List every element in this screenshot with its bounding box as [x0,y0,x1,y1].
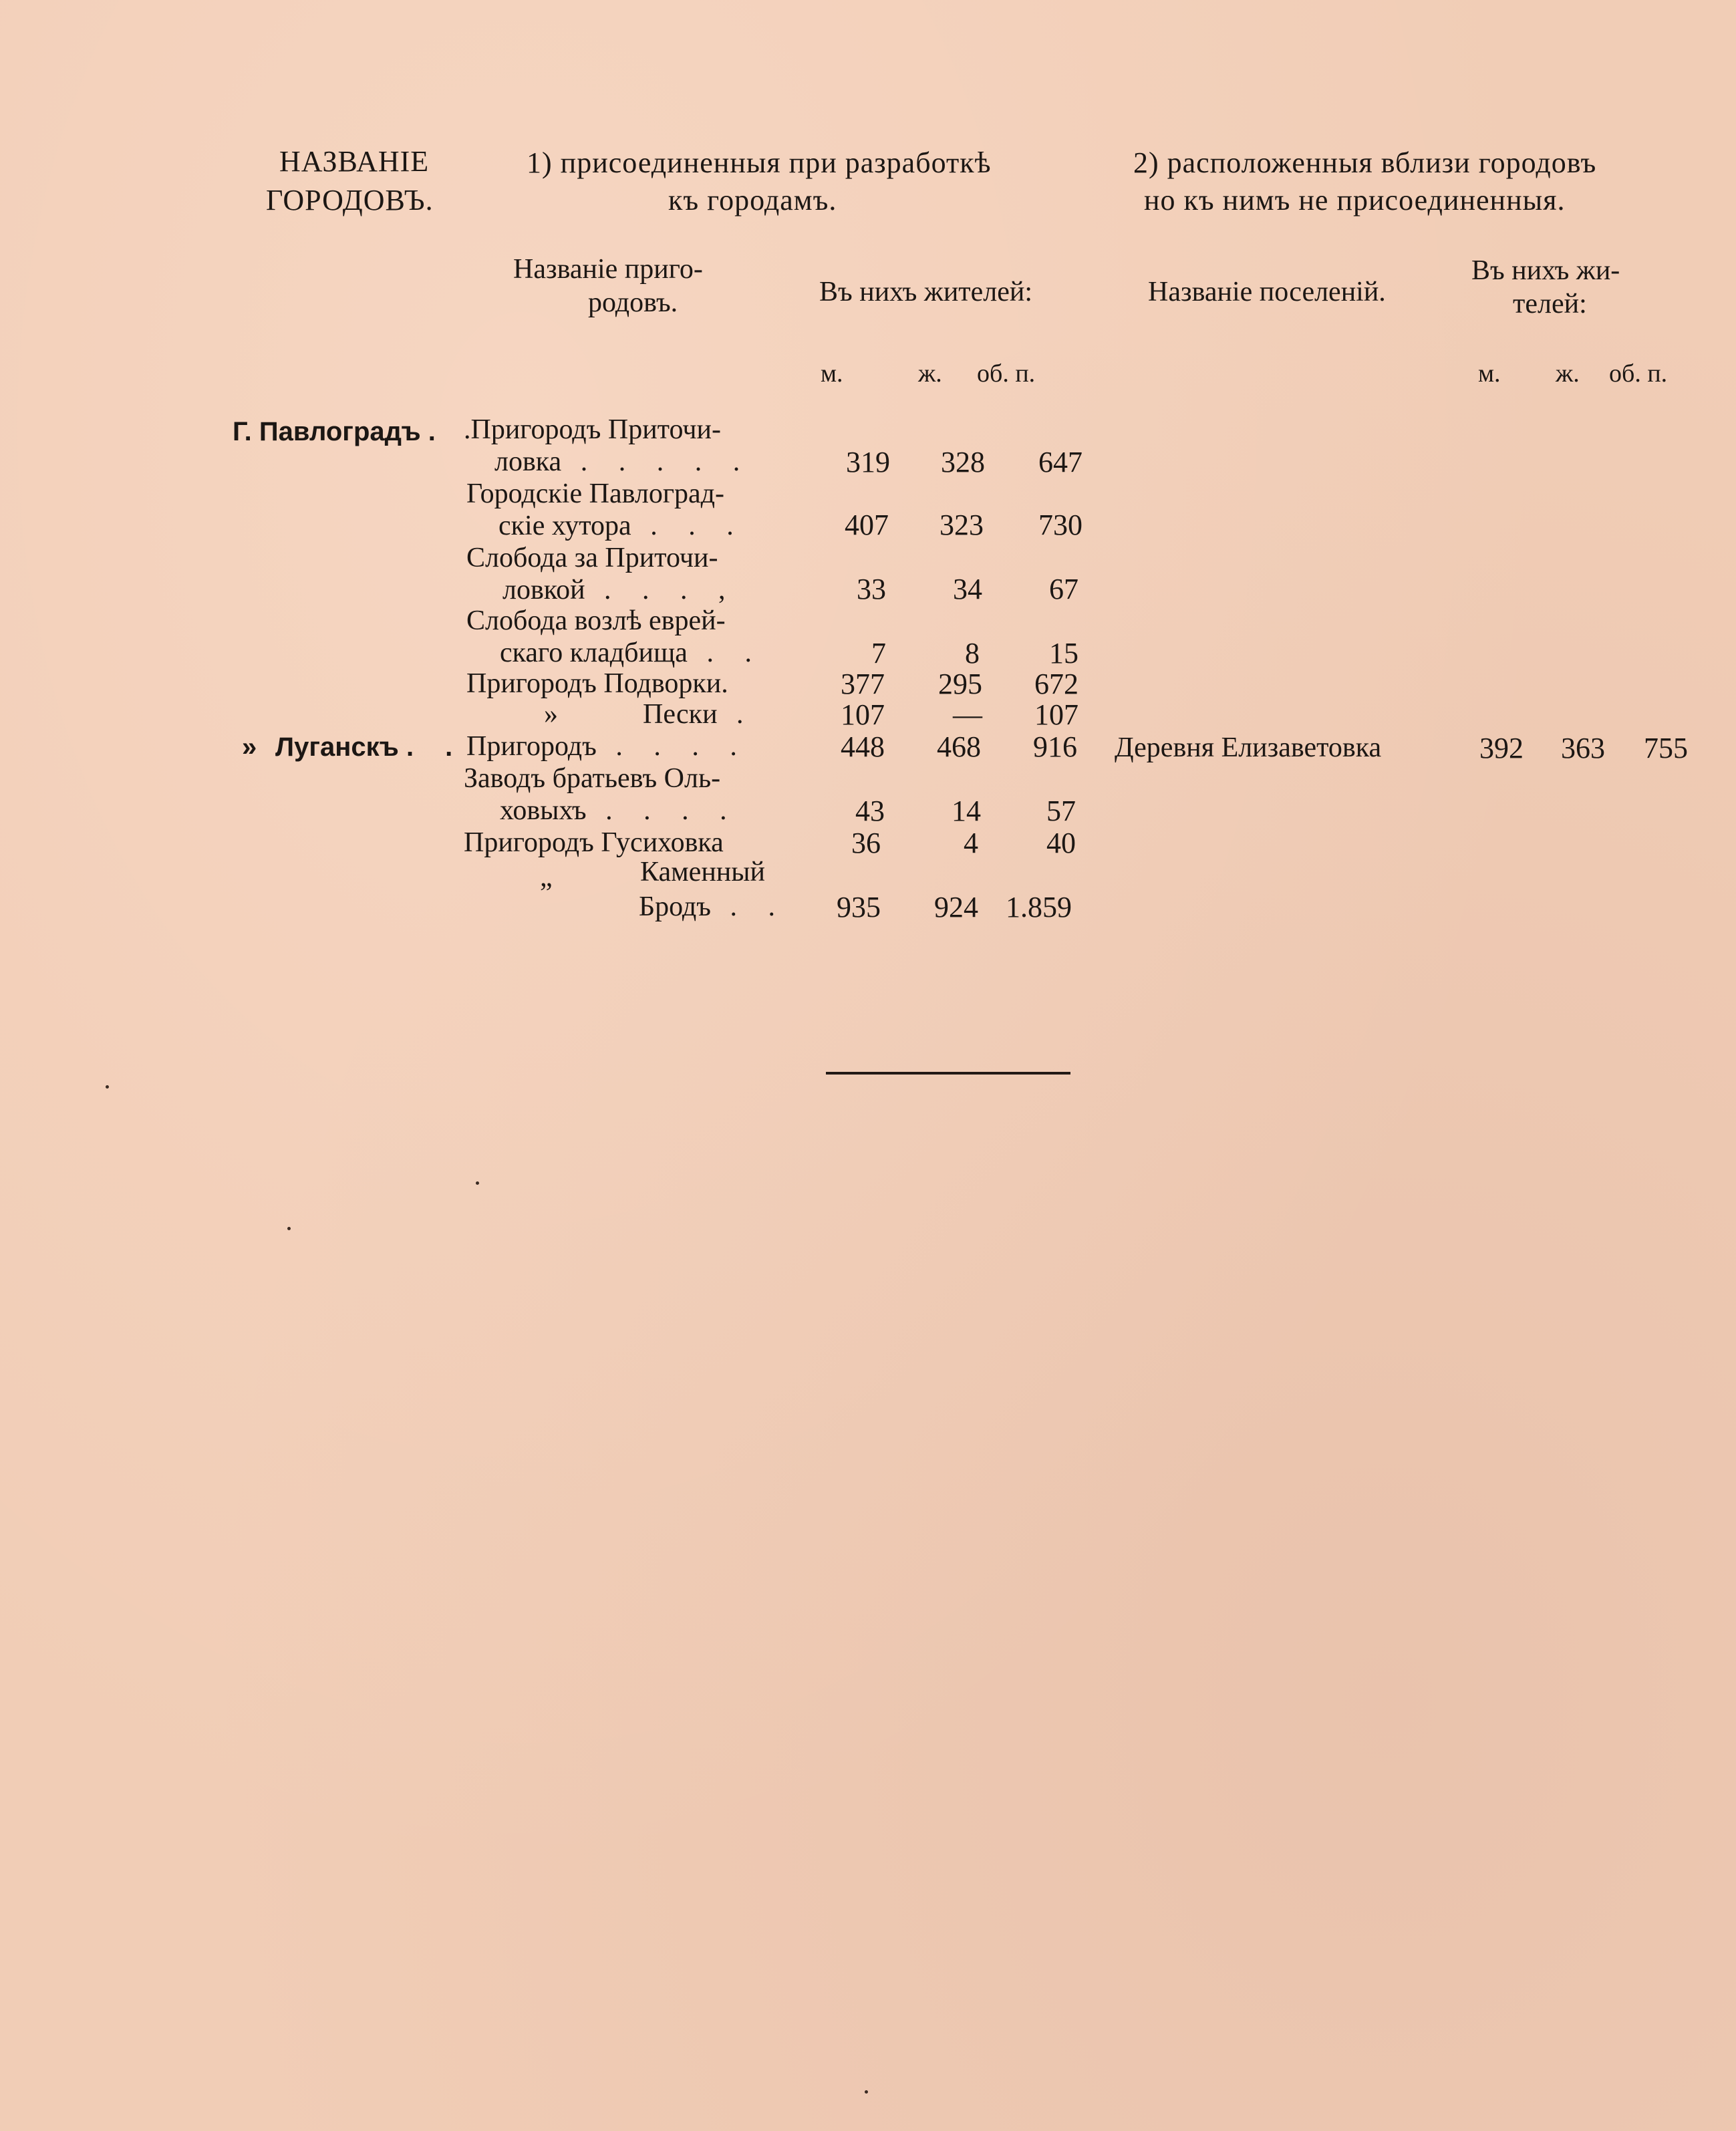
header-col3-line1: 2) расположенныя вблизи городовъ [1133,146,1597,179]
value-f: 4 [964,827,978,859]
value-m: 377 [841,668,885,700]
subheader-suburb-name-line1: Названіе приго- [513,254,703,285]
leader-dots: . . . . [586,795,739,826]
header-col2-line1: 1) присоединенныя при разработкѣ [527,146,992,179]
value-f: 924 [934,891,978,924]
ditto-mark: „ [540,862,553,893]
suburb-name-line [466,732,749,760]
header-col3-line2: но къ нимъ не присоединенныя. [1144,184,1566,217]
suburb-name-line: Каменный [640,857,765,887]
suburb-name-line [500,639,764,667]
value-m: 33 [857,573,886,605]
city-pavlograd-label: Г. Павлоградъ [233,417,421,446]
city-lugansk-label: Луганскъ [275,732,399,762]
suburb-name-text: Пески [643,699,718,730]
subheader-residents2-line1: Въ нихъ жи- [1471,255,1620,286]
value-total: 916 [1033,730,1077,763]
city-lugansk [275,734,464,760]
city-lugansk-mark: » [242,732,257,762]
value-f: 14 [952,795,981,827]
suburb-name-line: Заводъ братьевъ Оль- [464,763,721,794]
suburb-name-text: ловка [494,446,562,477]
subheader-settlement-name: Названіе поселеній. [1148,277,1386,307]
paper-speck [287,1227,291,1230]
value-f: 323 [939,509,984,541]
suburb-name-line: Пригородъ Гусиховка [464,827,724,858]
subheader-suburb-name-line2: родовъ. [588,287,678,318]
value-total: 107 [1034,698,1078,731]
leader-dots: . [428,417,448,446]
paper-speck [865,2090,868,2094]
value-total: 672 [1034,668,1078,700]
value-m: 407 [845,509,889,541]
unit-f-2: ж. [1556,360,1580,388]
value-m: 43 [855,795,885,827]
suburb-name-text: скаго кладбища [500,637,688,668]
ditto-mark: » [544,699,558,730]
value-m: 319 [846,446,890,478]
suburb-name-line [643,700,756,728]
suburb-name-text: ховыхъ [500,795,587,826]
header-col1-line2: ГОРОДОВЪ. [266,184,434,217]
value-m: 7 [871,637,886,670]
value-m: 935 [837,891,881,924]
settlement-value-f: 363 [1561,732,1605,764]
leader-dots: . . . , [585,575,738,605]
suburb-name-text: Бродъ [639,891,711,922]
header-col1-line1: НАЗВАНІЕ [279,145,430,178]
subheader-residents: Въ нихъ жителей: [819,277,1033,307]
settlement-name: Деревня Елизаветовка [1115,732,1382,763]
value-total: 40 [1046,827,1076,859]
value-f: 8 [965,637,980,670]
value-f: 328 [941,446,985,478]
value-m: 36 [851,827,881,859]
leader-dots: . . [687,637,764,668]
suburb-name-text: Пригородъ [466,731,597,762]
suburb-name-line [494,448,752,476]
suburb-name-line [639,893,787,921]
value-f: 468 [937,730,981,763]
settlement-value-m: 392 [1479,732,1524,764]
suburb-name-line [498,512,746,540]
value-m: 107 [841,698,885,731]
city-pavlograd [233,418,448,445]
suburb-name-text: ловкой [502,575,585,605]
leader-dots: . . . . . [561,446,752,477]
suburb-name-line: Пригородъ Подворки. [466,668,728,699]
leader-dots: . [717,699,756,730]
suburb-name-line: Слобода за Приточи- [466,543,718,573]
leader-dots: . . . [631,511,746,541]
settlement-value-total: 755 [1644,732,1688,764]
suburb-name-text: скіе хутора [498,511,631,541]
paper-speck [476,1181,479,1185]
section-divider-rule [826,1072,1070,1075]
value-total: 15 [1049,637,1078,670]
value-total: 1.859 [1006,891,1072,924]
suburb-name-line: Слобода возлѣ еврей- [466,605,726,636]
unit-f-1: ж. [918,360,942,388]
value-total: 647 [1038,446,1082,478]
subheader-residents2-line2: телей: [1513,289,1587,319]
value-f: 295 [938,668,982,700]
unit-total-1: об. п. [977,360,1036,388]
leader-dots: . . [406,732,465,762]
suburb-name-line [500,797,739,825]
suburb-name-line [502,576,738,604]
value-f: 34 [953,573,982,605]
unit-total-2: об. п. [1609,360,1668,388]
value-total: 67 [1049,573,1078,605]
paper-speck [106,1085,109,1089]
unit-m-1: м. [821,360,843,388]
value-m: 448 [841,730,885,763]
suburb-name-line: .Пригородъ Приточи- [464,414,721,445]
unit-m-2: м. [1478,360,1501,388]
value-total: 57 [1046,795,1076,827]
leader-dots: . . [711,891,787,922]
value-total: 730 [1038,509,1082,541]
leader-dots: . . . . [596,731,749,762]
value-f: — [953,698,982,731]
header-col2-line2: къ городамъ. [668,184,837,217]
suburb-name-line: Городскіе Павлоград- [466,478,725,509]
